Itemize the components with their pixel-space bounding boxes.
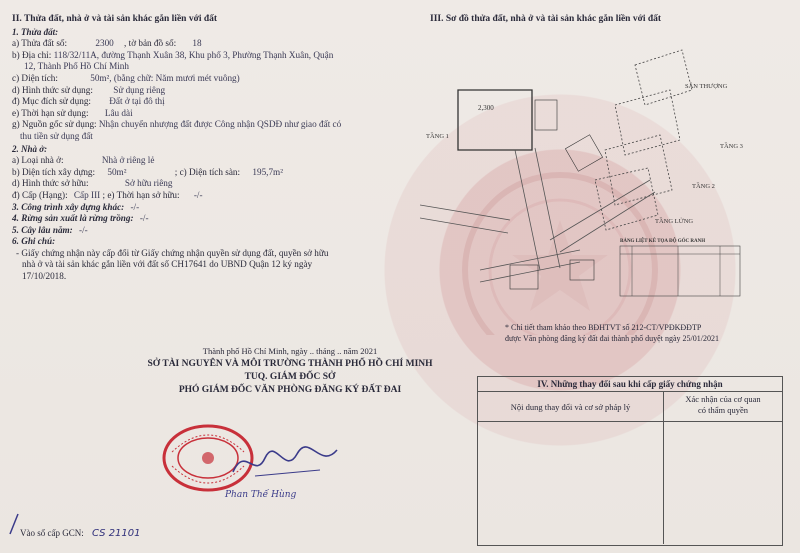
changes-col-confirm: [664, 392, 782, 421]
area-row: [12, 73, 407, 85]
changes-col-confirm-line1: Xác nhận của cơ quan: [685, 394, 761, 404]
changes-body-left: [478, 422, 664, 544]
address-row: [12, 50, 407, 62]
address-value: 118/32/11A, đường Thạnh Xuân 38, Khu phố 3, Phường Thạnh Xuân, Quận: [53, 49, 334, 60]
origin-label: g) Nguồn gốc sử dụng:: [12, 119, 97, 130]
certificate-register: [20, 528, 141, 539]
forest-label: 4. Rừng sản xuất là rừng trồng:: [12, 213, 134, 224]
notes-line-1: - Giấy chứng nhận này cấp đổi từ Giấy chứng nhận quyền sử dụng đất, quyền sở hữu: [16, 247, 329, 258]
purpose-label: đ) Mục đích sử dụng:: [12, 96, 91, 107]
building-area-row: [12, 167, 407, 179]
changes-col-content: Nội dung thay đổi và cơ sở pháp lý: [478, 392, 664, 421]
coordinate-table: [620, 238, 740, 296]
house-type-label: a) Loại nhà ở:: [12, 155, 64, 166]
footnote-line-1: * Chỉ tiết tham khảo theo BĐHTVT số 212-CT/VPĐKĐĐTP: [505, 323, 702, 332]
signature-block: [100, 345, 480, 397]
building-area-label: b) Diện tích xây dựng:: [12, 166, 96, 177]
purpose-row: [12, 96, 407, 108]
notes-heading: 6. Ghi chú:: [12, 236, 56, 247]
floor-rooftop: SÂN THƯỢNG: [685, 83, 728, 90]
perennial-row: [12, 225, 407, 237]
other-construction-value: -/-: [130, 201, 140, 212]
grade-value: Cấp III: [73, 189, 101, 200]
changes-table: [477, 376, 783, 546]
map-sheet-number: 18: [192, 38, 202, 49]
section3-title: III. Sơ đồ thửa đất, nhà ở và tài sản khác gắn liền với đất: [430, 14, 662, 24]
certificate-register-label: Vào sổ cấp GCN:: [20, 528, 84, 538]
parcel-diagram: [420, 30, 790, 335]
ownership-label: d) Hình thức sở hữu:: [12, 178, 89, 189]
floor-3: TẦNG 3: [720, 143, 743, 150]
issue-date: Thành phố Hồ Chí Minh, ngày .. tháng .. năm 2021: [202, 346, 378, 356]
corner-mark-icon: [8, 512, 20, 536]
ownership-value: Sở hữu riêng: [124, 178, 173, 189]
term-row: [12, 108, 407, 120]
changes-col-confirm-line2: có thẩm quyền: [697, 405, 749, 415]
term-value: Lâu dài: [104, 107, 133, 118]
term-label: e) Thời hạn sử dụng:: [12, 107, 89, 118]
parcel-number: 2300: [95, 38, 114, 49]
house-heading: 2. Nhà ở:: [12, 143, 48, 154]
parcel-label: 2,300: [478, 104, 494, 112]
house-type-value: Nhà ở riêng lẻ: [101, 155, 155, 166]
floor-area-value: 195,7m²: [252, 166, 283, 177]
notes-line-3: 17/10/2018.: [22, 271, 67, 282]
authority-proxy: TUQ. GIÁM ĐỐC SỞ: [244, 372, 336, 382]
land-parcel-row: [12, 38, 407, 50]
building-area-value: 50m²: [107, 166, 127, 177]
floor-2: TẦNG 2: [692, 183, 715, 190]
other-construction-row: [12, 202, 407, 214]
grade-label: đ) Cấp (Hạng):: [12, 189, 68, 200]
purpose-value: Đất ở tại đô thị: [109, 96, 165, 107]
floor-area-label: ; c) Diện tích sàn:: [174, 166, 241, 177]
house-type-row: [12, 155, 407, 167]
land-heading: 1. Thửa đất:: [12, 26, 59, 37]
footnote-line-2: được Văn phòng đăng ký đất đai thành phố duyệt ngày 25/01/2021: [505, 334, 719, 343]
signer-title: PHÓ GIÁM ĐỐC VĂN PHÒNG ĐĂNG KÝ ĐẤT ĐAI: [178, 385, 402, 395]
emblem-watermark: [465, 175, 655, 335]
area-value: 50m², (bằng chữ: Năm mươi mét vuông): [90, 72, 240, 83]
forest-row: [12, 213, 407, 225]
parcel-label: a) Thửa đất số:: [12, 38, 68, 49]
handwritten-signature: [225, 440, 345, 485]
address-label: b) Địa chỉ:: [12, 49, 52, 60]
area-label: c) Diện tích:: [12, 72, 58, 83]
address-value-2: 12, Thành Phố Hồ Chí Minh: [24, 61, 129, 72]
usage-form-value: Sử dụng riêng: [113, 84, 166, 95]
ownership-row: [12, 178, 407, 190]
origin-value-2: thu tiền sử dụng đất: [20, 130, 93, 141]
changes-header-row: [478, 392, 782, 422]
floor-mezzanine: TẦNG LỬNG: [655, 218, 694, 225]
issuing-authority: SỞ TÀI NGUYÊN VÀ MÔI TRƯỜNG THÀNH PHỐ HỒ CHÍ MINH: [147, 359, 433, 369]
origin-value: Nhận chuyển nhượng đất được Công nhận QSDĐ như giao đất có: [98, 119, 342, 130]
coordinate-table-title: BẢNG LIỆT KÊ TỌA ĐỘ GÓC RANH: [620, 239, 706, 244]
section-land-house: [12, 14, 407, 283]
map-sheet-label: , tờ bản đồ số:: [124, 38, 177, 49]
ownership-term-label: ; e) Thời hạn sở hữu:: [102, 189, 180, 200]
forest-value: -/-: [139, 213, 149, 224]
usage-form-row: [12, 85, 407, 97]
signer-name: Phan Thế Hùng: [225, 490, 297, 500]
floor-1: TẦNG 1: [426, 133, 449, 140]
perennial-label: 5. Cây lâu năm:: [12, 224, 73, 235]
changes-title: IV. Những thay đổi sau khi cấp giấy chứng nhận: [478, 377, 782, 392]
usage-form-label: d) Hình thức sử dụng:: [12, 84, 93, 95]
grade-row: [12, 190, 407, 202]
origin-row: [12, 119, 407, 131]
changes-body: [478, 422, 782, 544]
diagram-footnote: [505, 322, 719, 344]
other-construction-label: 3. Công trình xây dựng khác:: [12, 201, 125, 212]
parcel-outline: [458, 90, 532, 150]
notes-line-2: nhà ở và tài sản khác gắn liền với đất số CH17641 do UBND Quận 12 ký ngày: [22, 259, 313, 270]
certificate-register-number: CS 21101: [92, 528, 141, 539]
ownership-term-value: -/-: [193, 189, 203, 200]
section2-title: II. Thửa đất, nhà ở và tài sản khác gắn liền với đất: [12, 14, 218, 24]
floor-plans: [595, 50, 692, 230]
perennial-value: -/-: [79, 224, 88, 235]
